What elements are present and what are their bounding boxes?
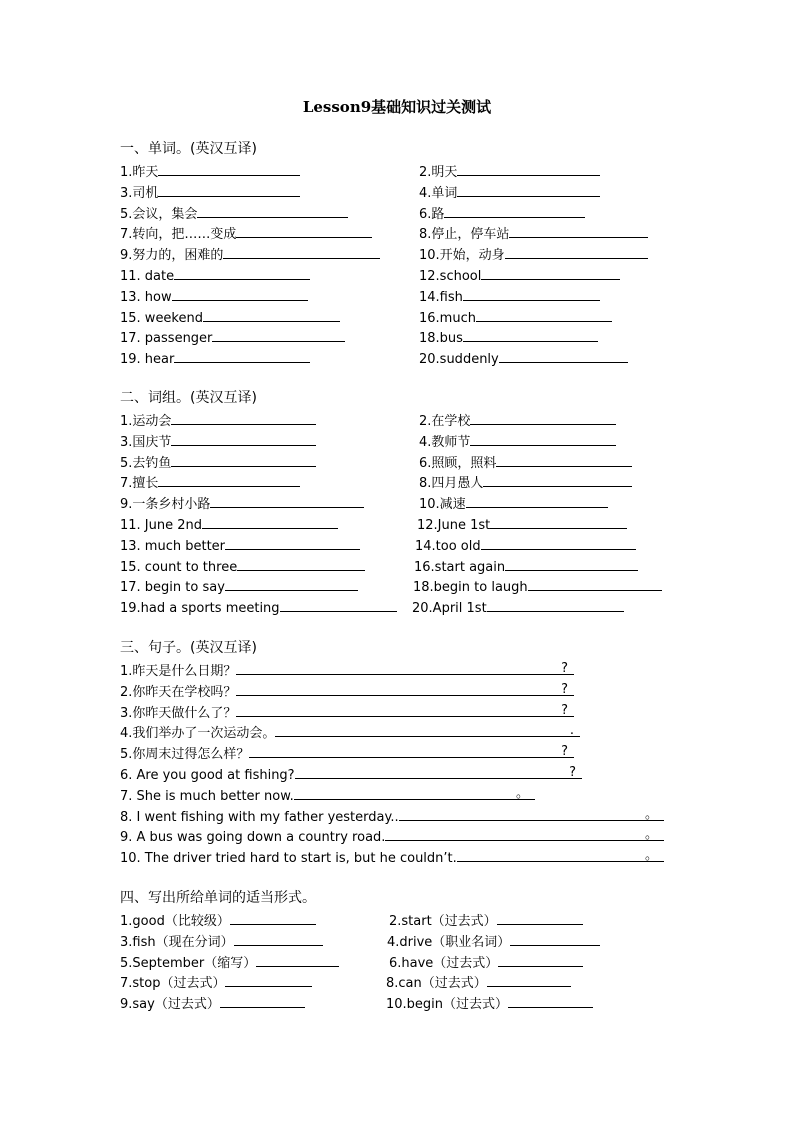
sentence-item	[120, 763, 582, 786]
question-label: 8.can（过去式）	[386, 976, 487, 992]
question-left	[120, 909, 316, 932]
question-left	[120, 471, 300, 494]
question-label: 8.停止，停车站	[419, 227, 510, 243]
sentence-text: 5.你周末过得怎么样？	[120, 747, 250, 763]
sentence-end-mark: 。	[644, 806, 658, 822]
question-left	[120, 222, 372, 245]
answer-blank[interactable]	[236, 222, 372, 238]
question-left	[120, 285, 308, 308]
question-label: 1.昨天	[120, 165, 159, 180]
question-right	[419, 285, 600, 308]
answer-blank[interactable]	[225, 534, 360, 550]
question-right	[386, 992, 593, 1015]
question-label: 16.start again	[414, 559, 506, 575]
question-label: 4.单词	[419, 185, 458, 201]
sentence-end-mark: .	[569, 723, 574, 739]
answer-blank[interactable]	[476, 306, 612, 322]
answer-blank[interactable]	[197, 202, 348, 218]
answer-blank[interactable]	[496, 451, 632, 467]
question-left	[120, 430, 316, 453]
answer-blank[interactable]	[234, 930, 323, 946]
answer-blank[interactable]	[470, 430, 616, 446]
sentence-end-mark: ?	[561, 661, 568, 676]
question-right	[389, 909, 583, 932]
answer-blank[interactable]	[212, 326, 345, 342]
answer-blank[interactable]	[498, 951, 583, 967]
question-label: 3.司机	[120, 185, 159, 201]
question-right	[414, 555, 638, 578]
question-right	[419, 492, 608, 515]
answer-blank[interactable]	[223, 243, 380, 259]
question-label: 3.国庆节	[120, 434, 172, 450]
answer-blank[interactable]	[171, 451, 316, 467]
question-left	[120, 451, 316, 474]
answer-blank[interactable]	[171, 430, 316, 446]
sentence-end-mark: ?	[561, 744, 568, 760]
sentence-end-mark: ?	[561, 702, 568, 718]
question-label: 6.照顾，照料	[419, 455, 497, 471]
answer-blank[interactable]	[509, 222, 648, 238]
answer-blank[interactable]	[158, 181, 300, 197]
question-left	[120, 160, 300, 183]
question-label: 4.drive（职业名词）	[387, 934, 511, 950]
answer-blank[interactable]	[202, 513, 338, 529]
question-label: 7.stop（过去式）	[120, 976, 226, 992]
answer-blank[interactable]	[481, 264, 620, 280]
answer-blank[interactable]	[505, 555, 638, 571]
question-left	[120, 202, 348, 225]
answer-blank[interactable]	[481, 534, 636, 550]
section-heading: 四、写出所给单词的适当形式。	[120, 890, 316, 906]
sentence-item	[120, 680, 574, 703]
question-label: 10.begin（过去式）	[386, 997, 509, 1013]
question-right	[412, 596, 624, 619]
answer-blank[interactable]	[294, 784, 535, 800]
question-label: 2.明天	[419, 165, 458, 180]
answer-blank[interactable]	[174, 264, 310, 280]
sentence-text: 9. A bus was going down a country road.	[120, 830, 386, 846]
question-label: 10.减速	[419, 497, 466, 513]
answer-blank[interactable]	[256, 951, 339, 967]
question-label: 5.September（缩写）	[120, 955, 257, 971]
sentence-end-mark: 。	[644, 848, 658, 864]
sentence-item	[120, 784, 535, 807]
answer-blank[interactable]	[236, 701, 574, 717]
question-label: 20.April 1st	[412, 601, 487, 617]
answer-blank[interactable]	[499, 347, 628, 363]
sentence-text: 6. Are you good at fishing?	[120, 768, 295, 783]
question-right	[417, 513, 627, 536]
question-label: 5.去钓鱼	[120, 455, 172, 471]
question-label: 4.教师节	[419, 434, 471, 450]
question-left	[120, 409, 316, 432]
question-left	[120, 243, 380, 266]
sentence-item	[120, 805, 664, 828]
question-left	[120, 930, 323, 953]
question-label: 5.会议，集会	[120, 206, 198, 222]
question-label: 3.fish（现在分词）	[120, 934, 234, 950]
question-left	[120, 596, 397, 619]
question-left	[120, 264, 310, 287]
question-label: 20.suddenly	[419, 352, 499, 368]
answer-blank[interactable]	[385, 825, 664, 841]
answer-blank[interactable]	[490, 513, 627, 529]
question-label: 6.路	[419, 206, 445, 222]
sentence-text: 7. She is much better now.	[120, 788, 294, 804]
answer-blank[interactable]	[203, 306, 340, 322]
answer-blank[interactable]	[463, 326, 598, 342]
question-label: 16.much	[419, 310, 476, 326]
sentence-item	[120, 701, 574, 724]
question-label: 9.一条乡村小路	[120, 497, 211, 513]
question-left	[120, 534, 360, 557]
question-left	[120, 181, 300, 204]
answer-blank[interactable]	[171, 409, 316, 425]
answer-blank[interactable]	[237, 555, 365, 571]
question-left	[120, 306, 340, 329]
answer-blank[interactable]	[158, 471, 300, 487]
sentence-end-mark: 。	[515, 785, 529, 801]
answer-blank[interactable]	[470, 409, 616, 425]
answer-blank[interactable]	[457, 181, 600, 197]
section-heading: 二、词组。(英汉互译)	[120, 390, 257, 406]
question-label: 15. weekend	[120, 310, 203, 326]
question-right	[419, 222, 648, 245]
section-heading: 一、单词。(英汉互译)	[120, 141, 257, 157]
answer-blank[interactable]	[399, 805, 664, 821]
sentence-item	[120, 846, 664, 869]
answer-blank[interactable]	[249, 742, 574, 758]
answer-blank[interactable]	[220, 992, 305, 1008]
sentence-text: 4.我们举办了一次运动会。	[120, 726, 276, 742]
question-label: 17. begin to say	[120, 580, 225, 596]
section-heading: 三、句子。(英汉互译)	[120, 640, 257, 656]
question-right	[419, 409, 616, 432]
answer-blank[interactable]	[158, 160, 300, 176]
question-right	[389, 951, 583, 974]
answer-blank[interactable]	[174, 347, 310, 363]
answer-blank[interactable]	[487, 596, 624, 612]
answer-blank[interactable]	[225, 971, 312, 987]
question-label: 17. passenger	[120, 331, 213, 347]
question-label: 12.school	[419, 269, 482, 284]
answer-blank[interactable]	[280, 596, 397, 612]
answer-blank[interactable]	[528, 575, 662, 591]
question-left	[120, 347, 310, 370]
question-left	[120, 326, 345, 349]
sentence-end-mark: 。	[644, 827, 658, 843]
question-label: 18.bus	[419, 331, 463, 347]
question-label: 7.擅长	[120, 476, 159, 492]
sentence-text: 8. I went fishing with my father yesterday..	[120, 809, 399, 825]
answer-blank[interactable]	[508, 992, 593, 1008]
question-right	[419, 181, 600, 204]
question-right	[419, 264, 620, 287]
question-left	[120, 555, 365, 578]
question-label: 8.四月愚人	[419, 476, 484, 492]
question-label: 9.努力的，困难的	[120, 248, 224, 264]
question-left	[120, 492, 364, 515]
question-label: 14.fish	[419, 289, 463, 305]
answer-blank[interactable]	[236, 659, 574, 675]
sentence-item	[120, 825, 664, 848]
question-label: 15. count to three	[120, 559, 238, 575]
question-label: 1.运动会	[120, 414, 172, 429]
sentence-item	[120, 659, 574, 682]
question-label: 19.had a sports meeting	[120, 601, 280, 617]
question-right	[419, 202, 585, 225]
question-label: 2.start（过去式）	[389, 914, 497, 929]
question-right	[419, 306, 612, 329]
answer-blank[interactable]	[457, 846, 664, 862]
question-right	[386, 971, 571, 994]
question-left	[120, 992, 305, 1015]
sentence-text: 3.你昨天做什么了？	[120, 705, 237, 721]
sentence-item	[120, 721, 580, 744]
sentence-text: 2.你昨天在学校吗？	[120, 684, 237, 700]
question-left	[120, 575, 358, 598]
question-label: 11. date	[120, 269, 175, 284]
question-label: 2.在学校	[419, 414, 471, 429]
question-left	[120, 951, 339, 974]
answer-blank[interactable]	[230, 909, 316, 925]
answer-blank[interactable]	[172, 285, 308, 301]
question-right	[387, 930, 600, 953]
answer-blank[interactable]	[510, 930, 600, 946]
answer-blank[interactable]	[236, 680, 574, 696]
sentence-end-mark: ?	[561, 681, 568, 697]
question-label: 18.begin to laugh	[413, 580, 528, 596]
question-label: 19. hear	[120, 352, 175, 368]
question-label: 14.too old	[415, 538, 481, 554]
question-label: 13. much better	[120, 538, 226, 554]
answer-blank[interactable]	[505, 243, 648, 259]
question-right	[419, 243, 648, 266]
sentence-item	[120, 742, 574, 765]
answer-blank[interactable]	[483, 471, 632, 487]
answer-blank[interactable]	[487, 971, 571, 987]
answer-blank[interactable]	[457, 160, 600, 176]
answer-blank[interactable]	[295, 763, 582, 779]
answer-blank[interactable]	[463, 285, 600, 301]
question-right	[419, 451, 632, 474]
sentence-text: 1.昨天是什么日期？	[120, 664, 237, 679]
answer-blank[interactable]	[210, 492, 364, 508]
question-left	[120, 513, 338, 536]
question-right	[413, 575, 662, 598]
question-label: 11. June 2nd	[120, 518, 203, 533]
question-left	[120, 971, 312, 994]
page-title: Lesson9基础知识过关测试	[302, 98, 492, 116]
question-right	[419, 471, 632, 494]
question-right	[419, 347, 628, 370]
question-right	[415, 534, 636, 557]
question-label: 10.开始，动身	[419, 248, 505, 264]
answer-blank[interactable]	[466, 492, 608, 508]
question-right	[419, 430, 616, 453]
question-label: 7.转向，把……变成	[120, 227, 237, 243]
answer-blank[interactable]	[275, 721, 580, 737]
question-label: 9.say（过去式）	[120, 997, 220, 1013]
question-right	[419, 160, 600, 183]
sentence-end-mark: ?	[569, 765, 576, 780]
question-label: 12.June 1st	[417, 518, 491, 533]
question-label: 6.have（过去式）	[389, 955, 499, 971]
question-right	[419, 326, 598, 349]
answer-blank[interactable]	[497, 909, 583, 925]
sentence-text: 10. The driver tried hard to start is, but he couldn’t.	[120, 851, 457, 867]
answer-blank[interactable]	[225, 575, 358, 591]
answer-blank[interactable]	[444, 202, 585, 218]
question-label: 13. how	[120, 289, 172, 305]
question-label: 1.good（比较级）	[120, 914, 230, 929]
